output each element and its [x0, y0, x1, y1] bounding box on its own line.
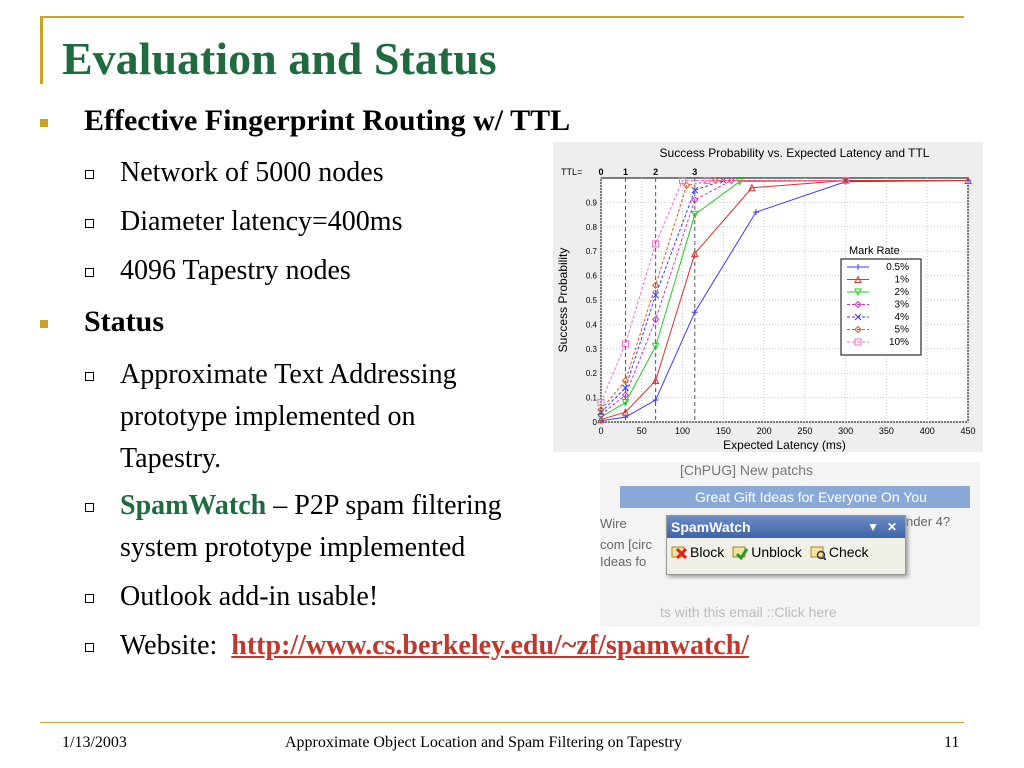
website-label: Website: [120, 630, 218, 661]
x-tick-label: 450 [960, 426, 976, 436]
unblock-button[interactable] [732, 544, 802, 560]
sub-bullet-spamwatch [120, 485, 502, 569]
x-tick-label: 100 [675, 426, 691, 436]
block-label: Block [690, 544, 725, 560]
y-tick-label: 0 [592, 418, 597, 427]
email-row-faded: ts with this email ::Click here [660, 604, 837, 620]
legend-box [841, 259, 921, 355]
check-label: Check [828, 544, 869, 560]
legend-entry: 0.5% [886, 262, 909, 273]
x-tick-label: 150 [715, 426, 731, 436]
x-tick-label: 200 [756, 426, 772, 436]
toolbar-title: SpamWatch [671, 519, 751, 535]
y-tick-label: 0.2 [585, 369, 597, 379]
sub-bullet-diameter: Diameter latency=400ms [120, 206, 403, 237]
legend-entry: 2% [894, 287, 909, 298]
unblock-label: Unblock [751, 544, 802, 560]
website-link[interactable]: http://www.cs.berkeley.edu/~zf/spamwatch/ [231, 630, 750, 661]
y-tick-label: 0.5 [585, 296, 597, 305]
text-line: Wire [600, 516, 627, 531]
chevron-down-icon[interactable]: ▼ [867, 520, 879, 534]
email-fragment-right: nder 4? [906, 514, 951, 529]
toolbar-titlebar [667, 516, 905, 538]
y-tick-label: 0.3 [585, 344, 597, 354]
ttl-label: TTL= [561, 167, 583, 177]
y-axis-label: Success Probability [556, 247, 570, 353]
y-tick-label: 0.7 [585, 247, 597, 257]
footer-date: 1/13/2003 [62, 734, 127, 751]
sub-bullet-marker [85, 643, 94, 652]
text-line: com [circ [600, 537, 652, 552]
legend-entry: 3% [894, 299, 909, 311]
email-row-selected [620, 486, 970, 508]
y-tick-label: 0.1 [585, 393, 597, 403]
sub-bullet-network: Network of 5000 nodes [120, 157, 384, 188]
email-list-fragment [600, 514, 666, 594]
spamwatch-screenshot [600, 462, 980, 627]
legend-entry: 10% [888, 337, 909, 348]
sub-bullet-marker [85, 170, 94, 179]
x-axis-label: Expected Latency (ms) [723, 438, 846, 452]
success-probability-chart [553, 142, 983, 452]
legend-entry: 4% [894, 312, 909, 323]
unblock-icon [732, 544, 748, 560]
x-tick-label: 400 [919, 426, 935, 436]
spamwatch-toolbar [666, 515, 906, 575]
sub-bullet-tapestry-nodes: 4096 Tapestry nodes [120, 255, 351, 286]
x-tick-label: 350 [878, 426, 894, 436]
email-row: [ChPUG] New patchs [680, 462, 814, 478]
footer-page-number: 11 [944, 734, 960, 751]
toolbar-buttons [667, 538, 905, 566]
x-tick-label: 250 [797, 426, 813, 436]
left-rule [40, 16, 43, 84]
chart-svg [553, 142, 983, 452]
slide-title: Evaluation and Status [62, 33, 497, 84]
block-icon [671, 544, 687, 560]
bullet-routing: Effective Fingerprint Routing w/ TTL [84, 104, 571, 137]
ttl-mark-label: 1 [622, 167, 628, 177]
x-tick-label: 0 [598, 426, 604, 436]
footer-title: Approximate Object Location and Spam Filtering on Tapestry [285, 734, 683, 751]
ttl-mark-label: 0 [598, 167, 604, 177]
text-line: prototype implemented on [120, 401, 416, 432]
check-button[interactable] [810, 544, 869, 560]
top-rule [40, 16, 964, 18]
bullet-status: Status [84, 305, 165, 338]
sub-bullet-marker [85, 503, 94, 512]
block-button[interactable] [671, 544, 724, 560]
check-icon [810, 544, 826, 560]
ttl-mark-label: 2 [653, 167, 659, 177]
y-tick-label: 0.9 [585, 198, 597, 208]
text-span: – P2P spam filtering [266, 490, 502, 521]
text-line: Approximate Text Addressing [120, 359, 457, 390]
bullet-marker [40, 320, 48, 328]
sub-bullet-website [120, 625, 749, 667]
sub-bullet-text-addressing [120, 354, 457, 480]
chart-title: Success Probability vs. Expected Latency and TTL [659, 146, 930, 160]
sub-bullet-marker [85, 219, 94, 228]
sub-bullet-marker [85, 372, 94, 381]
y-tick-label: 0.8 [585, 222, 597, 232]
legend-entry: 1% [894, 274, 909, 286]
ttl-mark-label: 3 [692, 167, 698, 177]
sub-bullet-marker [85, 594, 94, 603]
text-line: system prototype implemented [120, 532, 466, 563]
email-subject: Great Gift Ideas for Everyone On You [695, 489, 927, 505]
spamwatch-name: SpamWatch [120, 490, 267, 521]
sub-bullet-outlook: Outlook add-in usable! [120, 581, 379, 612]
bullet-marker [40, 119, 48, 127]
legend-title: Mark Rate [849, 245, 900, 257]
text-line: Ideas fo [600, 554, 647, 569]
legend-entry: 5% [894, 324, 909, 336]
close-icon[interactable]: ✕ [886, 520, 897, 534]
sub-bullet-marker [85, 268, 94, 277]
x-tick-label: 50 [636, 426, 647, 436]
y-tick-label: 0.4 [585, 320, 597, 330]
text-line: Tapestry. [120, 443, 222, 474]
y-tick-label: 0.6 [585, 271, 597, 281]
x-tick-label: 300 [838, 426, 854, 436]
footer-rule [40, 722, 964, 723]
